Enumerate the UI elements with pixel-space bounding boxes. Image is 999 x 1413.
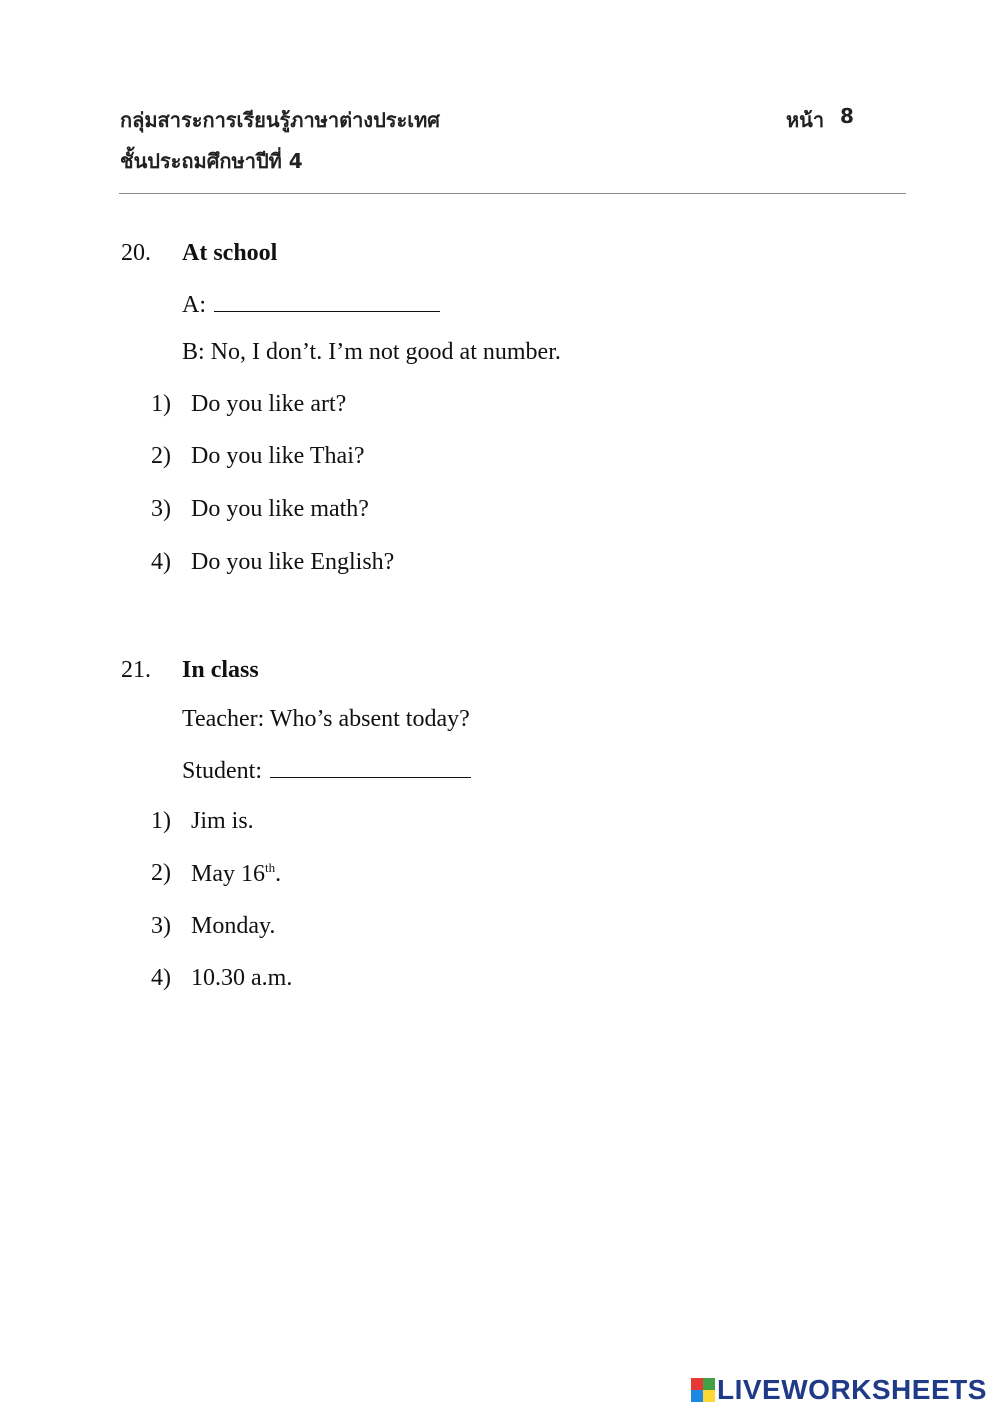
question-21-teacher-line: Teacher: Who’s absent today? bbox=[182, 706, 470, 732]
question-21-student-line bbox=[182, 755, 471, 785]
question-20-title: At school bbox=[182, 240, 278, 266]
option-text: Jim is. bbox=[191, 808, 254, 834]
subject-heading: กลุ่มสาระการเรียนรู้ภาษาต่างประเทศ bbox=[120, 108, 440, 132]
option-text bbox=[191, 860, 281, 888]
logo-tile bbox=[691, 1390, 703, 1402]
option-text: Monday. bbox=[191, 913, 276, 939]
question-20-number: 20. bbox=[121, 240, 151, 266]
brand-name: LIVEWORKSHEETS bbox=[717, 1374, 987, 1405]
header-divider bbox=[119, 193, 906, 194]
grade-heading: ชั้นประถมศึกษาปีที่ 4 bbox=[120, 149, 303, 173]
ordinal-suffix: th bbox=[265, 860, 276, 875]
student-label: Student: bbox=[182, 758, 263, 784]
option-period: . bbox=[275, 861, 282, 887]
option-number: 1) bbox=[151, 808, 171, 834]
option-text: Do you like English? bbox=[191, 549, 395, 575]
logo-tile bbox=[703, 1390, 715, 1402]
page-label: หน้า bbox=[786, 108, 825, 132]
option-number: 2) bbox=[151, 443, 171, 469]
liveworksheets-logo-icon bbox=[691, 1378, 715, 1402]
question-20-line-a bbox=[182, 289, 440, 319]
question-20-line-b: B: No, I don’t. I’m not good at number. bbox=[182, 339, 561, 365]
line-a-label: A: bbox=[182, 292, 206, 318]
question-21-number: 21. bbox=[121, 657, 151, 683]
answer-blank[interactable] bbox=[270, 755, 471, 778]
logo-tile bbox=[691, 1378, 703, 1390]
question-21-title: In class bbox=[182, 657, 259, 683]
option-number: 2) bbox=[151, 860, 171, 886]
option-text: Do you like Thai? bbox=[191, 443, 365, 469]
liveworksheets-brand bbox=[691, 1374, 987, 1406]
option-text: 10.30 a.m. bbox=[191, 965, 293, 991]
option-number: 4) bbox=[151, 965, 171, 991]
page-number: 8 bbox=[840, 104, 854, 128]
answer-blank[interactable] bbox=[214, 289, 440, 312]
option-text: Do you like art? bbox=[191, 391, 347, 417]
option-date: May 16 bbox=[191, 861, 265, 887]
option-number: 4) bbox=[151, 549, 171, 575]
logo-tile bbox=[703, 1378, 715, 1390]
option-number: 3) bbox=[151, 913, 171, 939]
option-number: 1) bbox=[151, 391, 171, 417]
option-number: 3) bbox=[151, 496, 171, 522]
option-text: Do you like math? bbox=[191, 496, 369, 522]
